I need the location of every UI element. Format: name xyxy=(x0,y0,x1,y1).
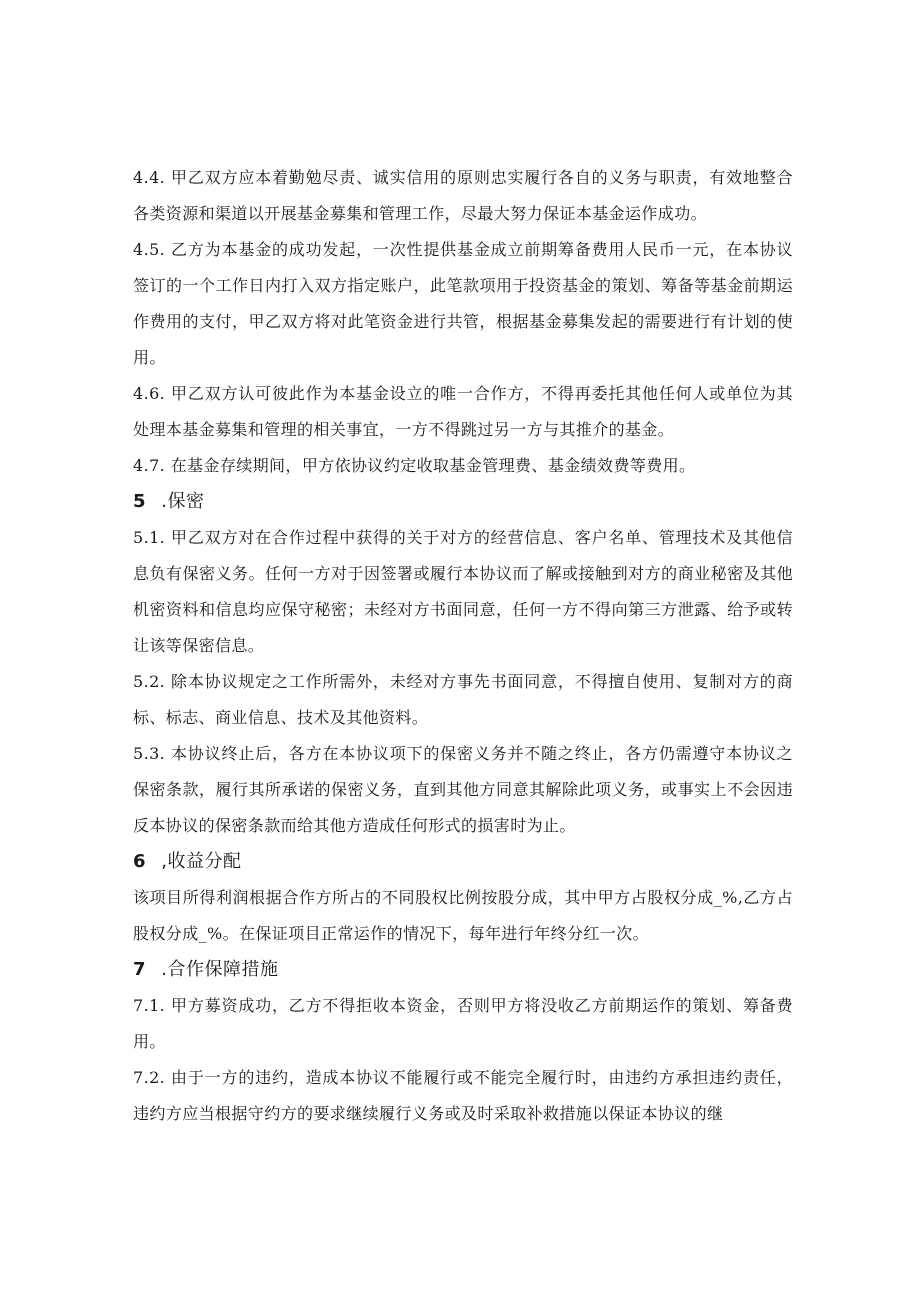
clause-5-2: 5.2. 除本协议规定之工作所需外，未经对方事先书面同意，不得擅自使用、复制对方的商标、标志、商业信息、技术及其他资料。 xyxy=(133,672,793,727)
clause-4-6: 4.6. 甲乙双方认可彼此作为本基金设立的唯一合作方，不得再委托其他任何人或单位为其处理本基金募集和管理的相关事宜，一方不得跳过另一方与其推介的基金。 xyxy=(133,384,793,439)
section-title: .合作保障措施 xyxy=(155,959,279,980)
section-number: 7 xyxy=(133,959,147,980)
section-number: 6 xyxy=(133,851,147,872)
clause-5-3: 5.3. 本协议终止后，各方在本协议项下的保密义务并不随之终止，各方仍需遵守本协议之保密条款，履行其所承诺的保密义务，直到其他方同意其解除此项义务，或事实上不会因违反本协议的保密条款而给其他方造成任何形式的损害时为止。 xyxy=(133,744,793,835)
section-title: ,收益分配 xyxy=(155,851,242,872)
clause-4-4: 4.4. 甲乙双方应本着勤勉尽责、诚实信用的原则忠实履行各自的义务与职责，有效地整合各类资源和渠道以开展基金募集和管理工作，尽最大努力保证本基金运作成功。 xyxy=(133,168,793,223)
clause-5-1: 5.1. 甲乙双方对在合作过程中获得的关于对方的经营信息、客户名单、管理技术及其他信息负有保密义务。任何一方对于因签署或履行本协议而了解或接触到对方的商业秘密及其他机密资料和信息均应保守秘密；未经对方书面同意，任何一方不得向第三方泄露、给予或转让该等保密信息。 xyxy=(133,528,793,655)
section-6-heading xyxy=(133,844,793,880)
clause-4-7: 4.7. 在基金存续期间，甲方依协议约定收取基金管理费、基金绩效费等费用。 xyxy=(133,456,696,475)
clause-6-body: 该项目所得利润根据合作方所占的不同股权比例按股分成，其中甲方占股权分成_%,乙方占股权分成_%。在保证项目正常运作的情况下，每年进行年终分红一次。 xyxy=(133,888,793,943)
section-5-heading xyxy=(133,484,793,520)
clause-7-1: 7.1. 甲方募资成功，乙方不得拒收本资金，否则甲方将没收乙方前期运作的策划、筹备费用。 xyxy=(133,996,793,1051)
section-number: 5 xyxy=(133,491,147,512)
section-7-heading xyxy=(133,952,793,988)
clause-7-2: 7.2. 由于一方的违约，造成本协议不能履行或不能完全履行时，由违约方承担违约责任，违约方应当根据守约方的要求继续履行义务或及时采取补救措施以保证本协议的继 xyxy=(133,1068,793,1123)
document-page xyxy=(133,160,793,1132)
section-title: .保密 xyxy=(155,491,205,512)
clause-4-5: 4.5. 乙方为本基金的成功发起，一次性提供基金成立前期筹备费用人民币一元，在本协议签订的一个工作日内打入双方指定账户，此笔款项用于投资基金的策划、筹备等基金前期运作费用的支付，甲乙双方将对此笔资金进行共管，根据基金募集发起的需要进行有计划的使用。 xyxy=(133,240,793,367)
